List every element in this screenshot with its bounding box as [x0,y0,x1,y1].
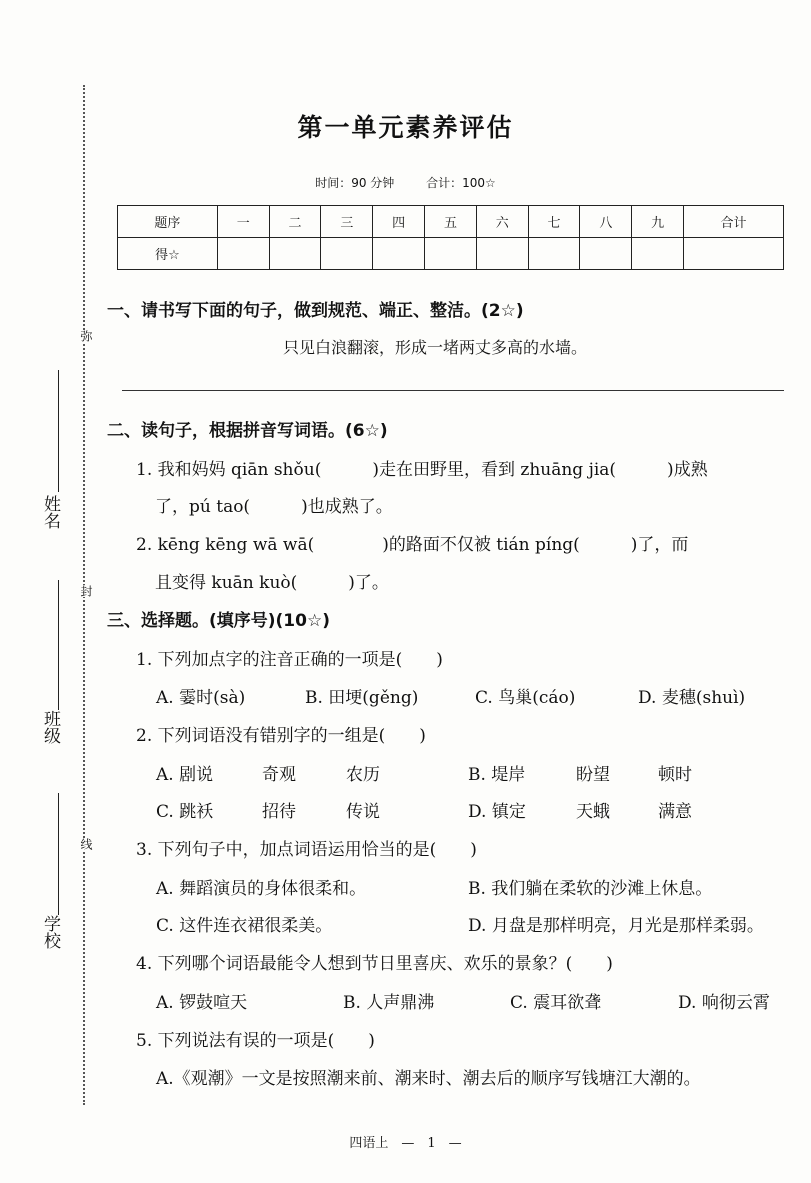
q3-2-word: 传说 [346,802,380,822]
q3-4-stem: 4. 下列哪个词语最能令人想到节日里喜庆、欢乐的景象？( ) [136,954,613,974]
q3-4-option-a: A. 锣鼓喧天 [156,993,248,1013]
q2-1-line1: 1. 我和妈妈 qiān shǒu( )走在田野里，看到 zhuāng jia( )成熟 [136,460,708,480]
page-footer: 四语上 — 1 — [349,1136,462,1151]
name-field-line[interactable] [58,370,59,492]
score-header-cell: 五 [425,206,477,238]
handwriting-line[interactable] [122,390,784,391]
score-header-cell: 六 [476,206,528,238]
q3-5-stem: 5. 下列说法有误的一项是( ) [136,1031,375,1051]
exam-time: 时间：90 分钟 [315,176,395,190]
score-header-cell: 一 [217,206,269,238]
score-value-row [118,238,784,270]
section-1-heading: 一、请书写下面的句子，做到规范、端正、整洁。(2☆) [107,301,524,321]
score-cell[interactable] [528,238,580,270]
q3-2-word: A. 剧说 [156,765,214,785]
q3-3-option-a: A. 舞蹈演员的身体很柔和。 [156,879,367,899]
q3-2-word: C. 跳袄 [156,802,214,822]
cut-mark-feng: 封 [79,585,93,597]
q3-4-option-b: B. 人声鼎沸 [343,993,435,1013]
score-header-cell: 九 [632,206,684,238]
q3-3-option-d: D. 月盘是那样明亮，月光是那样柔弱。 [468,916,764,936]
q3-2-word: 招待 [262,802,296,822]
score-header-cell: 七 [528,206,580,238]
score-header-row [118,206,784,238]
q3-4-option-c: C. 震耳欲聋 [510,993,602,1013]
school-label: 学校 [40,915,60,949]
cut-mark-xian: 线 [79,838,93,850]
q3-3-option-b: B. 我们躺在柔软的沙滩上休息。 [468,879,713,899]
q3-5-option-a: A.《观潮》一文是按照潮来前、潮来时、潮去后的顺序写钱塘江大潮的。 [156,1069,701,1089]
q3-2-word: B. 堤岸 [468,765,526,785]
score-cell[interactable] [269,238,321,270]
school-field-line[interactable] [58,793,59,915]
score-cell[interactable] [580,238,632,270]
q3-2-word: 盼望 [576,765,610,785]
q3-2-word: 奇观 [262,765,296,785]
copy-sentence: 只见白浪翻滚，形成一堵两丈多高的水墙。 [283,338,588,357]
q3-1-option-d: D. 麦穗(shuì) [638,688,746,708]
class-label: 班级 [40,710,60,744]
q3-3-option-c: C. 这件连衣裙很柔美。 [156,916,333,936]
score-header-cell: 题序 [118,206,218,238]
q3-2-stem: 2. 下列词语没有错别字的一组是( ) [136,726,426,746]
q3-1-option-a: A. 霎时(sà) [156,688,246,708]
score-cell[interactable] [321,238,373,270]
q3-2-word: 天蛾 [576,802,610,822]
exam-meta [0,174,811,191]
q3-3-stem: 3. 下列句子中，加点词语运用恰当的是( ) [136,840,477,860]
score-row-label: 得☆ [118,238,218,270]
score-cell[interactable] [217,238,269,270]
score-table [117,205,784,270]
q3-1-stem: 1. 下列加点字的注音正确的一项是( ) [136,650,443,670]
score-header-cell: 三 [321,206,373,238]
class-field-line[interactable] [58,580,59,710]
score-cell[interactable] [425,238,477,270]
q3-1-option-c: C. 鸟巢(cáo) [475,688,576,708]
q3-2-word: 满意 [658,802,692,822]
score-cell[interactable] [684,238,784,270]
score-header-cell: 合计 [684,206,784,238]
q2-2-line2: 且变得 kuān kuò( )了。 [155,573,389,593]
score-header-cell: 二 [269,206,321,238]
cut-mark-mi: 弥 [79,330,93,342]
page-title: 第一单元素养评估 [297,113,514,142]
q2-2-line1: 2. kēng kēng wā wā( )的路面不仅被 tián píng( )了，而 [136,535,689,555]
q3-2-word: 顿时 [658,765,692,785]
q3-1-option-b: B. 田埂(gěng) [305,688,419,708]
section-2-heading: 二、读句子，根据拼音写词语。(6☆) [107,421,388,441]
exam-total: 合计：100☆ [426,176,496,190]
q3-4-option-d: D. 响彻云霄 [678,993,770,1013]
score-header-cell: 四 [373,206,425,238]
score-header-cell: 八 [580,206,632,238]
name-label: 姓名 [40,495,60,529]
q3-2-word: 农历 [346,765,380,785]
q3-2-word: D. 镇定 [468,802,526,822]
section-3-heading: 三、选择题。(填序号)(10☆) [107,611,330,631]
score-cell[interactable] [476,238,528,270]
q2-1-line2: 了，pú tao( )也成熟了。 [155,497,393,517]
score-cell[interactable] [373,238,425,270]
score-cell[interactable] [632,238,684,270]
